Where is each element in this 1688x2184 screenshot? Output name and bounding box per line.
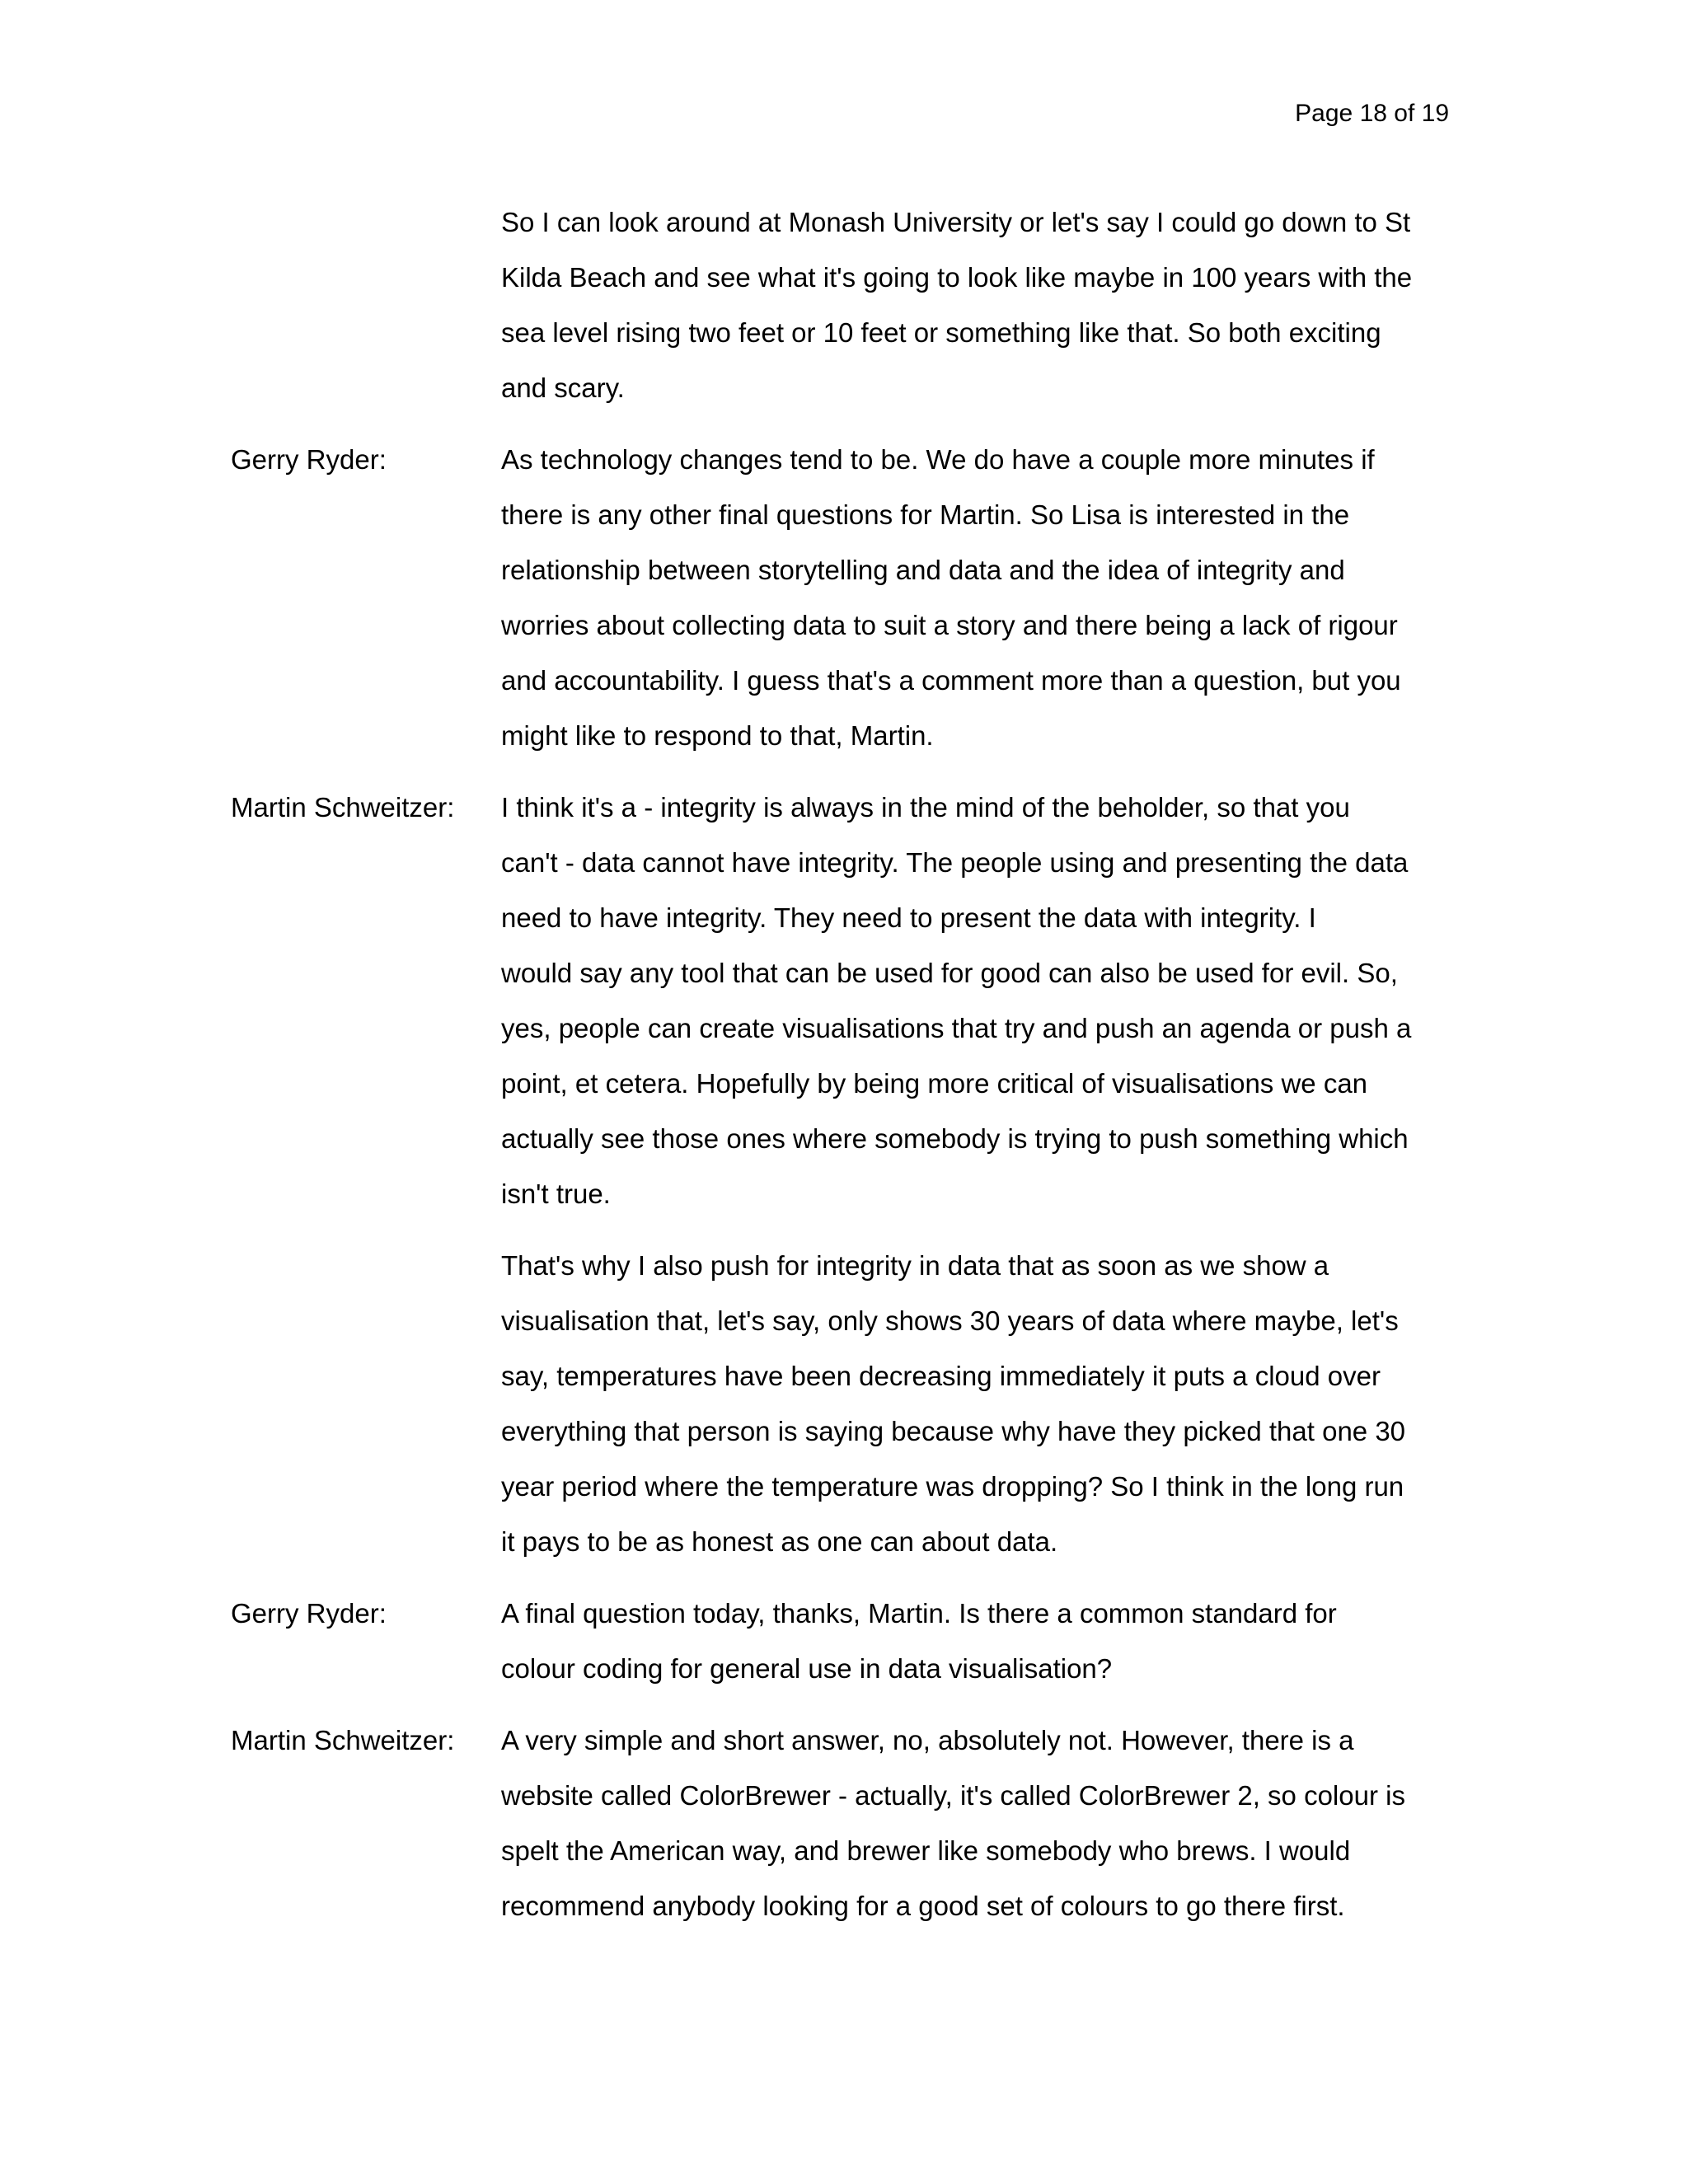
transcript-turn <box>231 432 1467 763</box>
text-line: visualisation that, let's say, only shows 30 years of data where maybe, let's <box>501 1305 1399 1336</box>
speaker-label: Gerry Ryder: <box>231 1598 387 1629</box>
utterance <box>501 1713 1467 1933</box>
utterance <box>501 194 1467 415</box>
speaker-label <box>231 194 501 415</box>
text-line: sea level rising two feet or 10 feet or something like that. So both exciting <box>501 317 1381 348</box>
text-line: relationship between storytelling and data and the idea of integrity and <box>501 555 1345 585</box>
text-line: point, et cetera. Hopefully by being more critical of visualisations we can <box>501 1068 1368 1099</box>
text-line: Kilda Beach and see what it's going to look like maybe in 100 years with the <box>501 262 1413 293</box>
utterance <box>501 1586 1467 1696</box>
text-line: So I can look around at Monash University or let's say I could go down to St <box>501 207 1411 237</box>
utterance-paragraph <box>501 194 1467 415</box>
text-line: need to have integrity. They need to present the data with integrity. I <box>501 902 1316 933</box>
transcript-turn <box>231 1586 1467 1696</box>
text-line: year period where the temperature was dropping? So I think in the long run <box>501 1471 1404 1502</box>
text-line: would say any tool that can be used for good can also be used for evil. So, <box>501 958 1398 988</box>
transcript-turn <box>231 1713 1467 1933</box>
text-line: website called ColorBrewer - actually, it's called ColorBrewer 2, so colour is <box>501 1780 1405 1811</box>
speaker-label: Gerry Ryder: <box>231 444 387 475</box>
text-line: A final question today, thanks, Martin. Is there a common standard for <box>501 1598 1337 1629</box>
text-line: it pays to be as honest as one can about data. <box>501 1526 1058 1557</box>
utterance <box>501 432 1467 763</box>
utterance-paragraph <box>501 1713 1467 1933</box>
text-line: I think it's a - integrity is always in the mind of the beholder, so that you <box>501 792 1350 823</box>
transcript-turn <box>231 194 1467 415</box>
speaker-label: Martin Schweitzer: <box>231 1725 455 1755</box>
text-line: That's why I also push for integrity in data that as soon as we show a <box>501 1250 1329 1281</box>
text-line: recommend anybody looking for a good set of colours to go there first. <box>501 1891 1345 1921</box>
text-line: say, temperatures have been decreasing immediately it puts a cloud over <box>501 1361 1381 1391</box>
page-number: Page 18 of 19 <box>1295 100 1449 127</box>
speaker-label: Martin Schweitzer: <box>231 792 455 823</box>
text-line: worries about collecting data to suit a story and there being a lack of rigour <box>501 610 1398 640</box>
text-line: A very simple and short answer, no, absolutely not. However, there is a <box>501 1725 1354 1755</box>
text-line: might like to respond to that, Martin. <box>501 720 934 751</box>
text-line: and scary. <box>501 373 625 403</box>
utterance-paragraph <box>501 1586 1467 1696</box>
utterance-paragraph <box>501 1238 1467 1569</box>
text-line: can't - data cannot have integrity. The people using and presenting the data <box>501 847 1409 878</box>
text-line: spelt the American way, and brewer like somebody who brews. I would <box>501 1835 1351 1866</box>
text-line: yes, people can create visualisations that try and push an agenda or push a <box>501 1013 1412 1043</box>
text-line: and accountability. I guess that's a comment more than a question, but you <box>501 665 1401 696</box>
transcript-turn <box>231 780 1467 1569</box>
utterance <box>501 780 1467 1569</box>
transcript-body <box>231 194 1467 1950</box>
text-line: everything that person is saying because why have they picked that one 30 <box>501 1416 1406 1446</box>
text-line: As technology changes tend to be. We do have a couple more minutes if <box>501 444 1375 475</box>
text-line: there is any other final questions for Martin. So Lisa is interested in the <box>501 499 1350 530</box>
utterance-paragraph <box>501 432 1467 763</box>
text-line: actually see those ones where somebody is trying to push something which <box>501 1123 1409 1154</box>
text-line: isn't true. <box>501 1179 611 1209</box>
utterance-paragraph <box>501 780 1467 1221</box>
text-line: colour coding for general use in data visualisation? <box>501 1653 1113 1684</box>
